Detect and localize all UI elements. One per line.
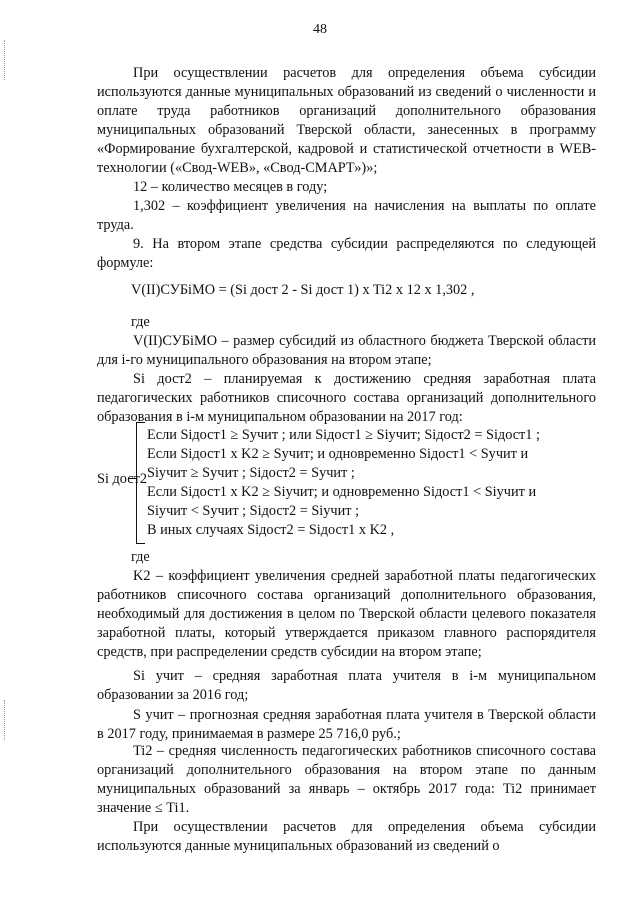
system-bracket <box>136 422 145 544</box>
condition-line: В иных случаях Siдост2 = Siдост1 x K2 , <box>147 522 395 538</box>
scan-edge-mark <box>4 40 5 80</box>
condition-line: Siучит < Sучит ; Siдост2 = Siучит ; <box>147 503 360 519</box>
paragraph-coefficient: 1,302 – коэффициент увеличения на начисления на выплаты по оплате труда. <box>97 198 596 233</box>
system-left-side: Si дост2 <box>97 471 148 487</box>
paragraph-calculation-source-2: При осуществлении расчетов для определения объема субсидии используются данные муниципальных образований из сведений о <box>97 819 596 854</box>
formula-stage-two: V(II)СУБiМО = (Si дост 2 - Si дост 1) x Ti2 x 12 x 1,302 , <box>131 282 475 298</box>
condition-line: Если Siдост1 x K2 ≥ Siучит; и одновременно Siдост1 < Siучит и <box>147 484 537 500</box>
definition-k2: K2 – коэффициент увеличения средней заработной платы педагогических работников списочного состава организаций дополнительного образования, необходимый для достижения в целом по Тверской области целевого показателя заработной платы, который утверждается приказом главного распорядителя средств, при распределении средств субсидии на втором этапе; <box>97 568 596 660</box>
paragraph-months: 12 – количество месяцев в году; <box>133 179 328 195</box>
where-label: где <box>131 314 150 330</box>
condition-line: Siучит ≥ Sучит ; Siдост2 = Sучит ; <box>147 465 355 481</box>
where-label-2: где <box>131 549 150 565</box>
condition-line: Если Siдост1 x K2 ≥ Sучит; и одновременно Siдост1 < Sучит и <box>147 446 529 462</box>
system-conditions <box>147 426 540 540</box>
paragraph-calculation-source: При осуществлении расчетов для определения объема субсидии используются данные муниципальных образований из сведений о численности и оплате труда работников организаций дополнительного образования муниципальных образований Тверской области, занесенных в программу «Формирование бухгалтерской, кадровой и статистической отчетности в WEB-технологии («Свод-WEB», «Свод-СМАРТ»)»; <box>97 65 596 176</box>
paragraph-stage-two: 9. На втором этапе средства субсидии распределяются по следующей формуле: <box>97 236 596 271</box>
system-bracket-tick <box>128 478 137 479</box>
definition-v-subsidy: V(II)СУБiМО – размер субсидий из областного бюджета Тверской области для i-го муниципального образования на втором этапе; <box>97 333 596 368</box>
page-number: 48 <box>313 22 327 37</box>
definition-s-teacher: S учит – прогнозная средняя заработная плата учителя в Тверской области в 2017 году, принимаемая в размере 25 716,0 руб.; <box>97 707 596 742</box>
definition-si-teacher: Si учит – средняя заработная плата учителя в i-м муниципальном образовании за 2016 год; <box>97 668 596 703</box>
scan-edge-mark <box>4 700 5 740</box>
condition-line: Если Siдост1 ≥ Sучит ; или Siдост1 ≥ Siучит; Siдост2 = Siдост1 ; <box>147 427 540 443</box>
definition-s-target: Si дост2 – планируемая к достижению средняя заработная плата педагогических работников списочного состава организаций дополнительного образования в i-м муниципальном образовании на 2017 год: <box>97 371 596 425</box>
definition-t-staff: Ti2 – средняя численность педагогических работников списочного состава организаций дополнительного образования на втором этапе по данным муниципальных образований за январь – октябрь 2017 года: Ti2 принимает значение ≤ Ti1. <box>97 743 596 816</box>
